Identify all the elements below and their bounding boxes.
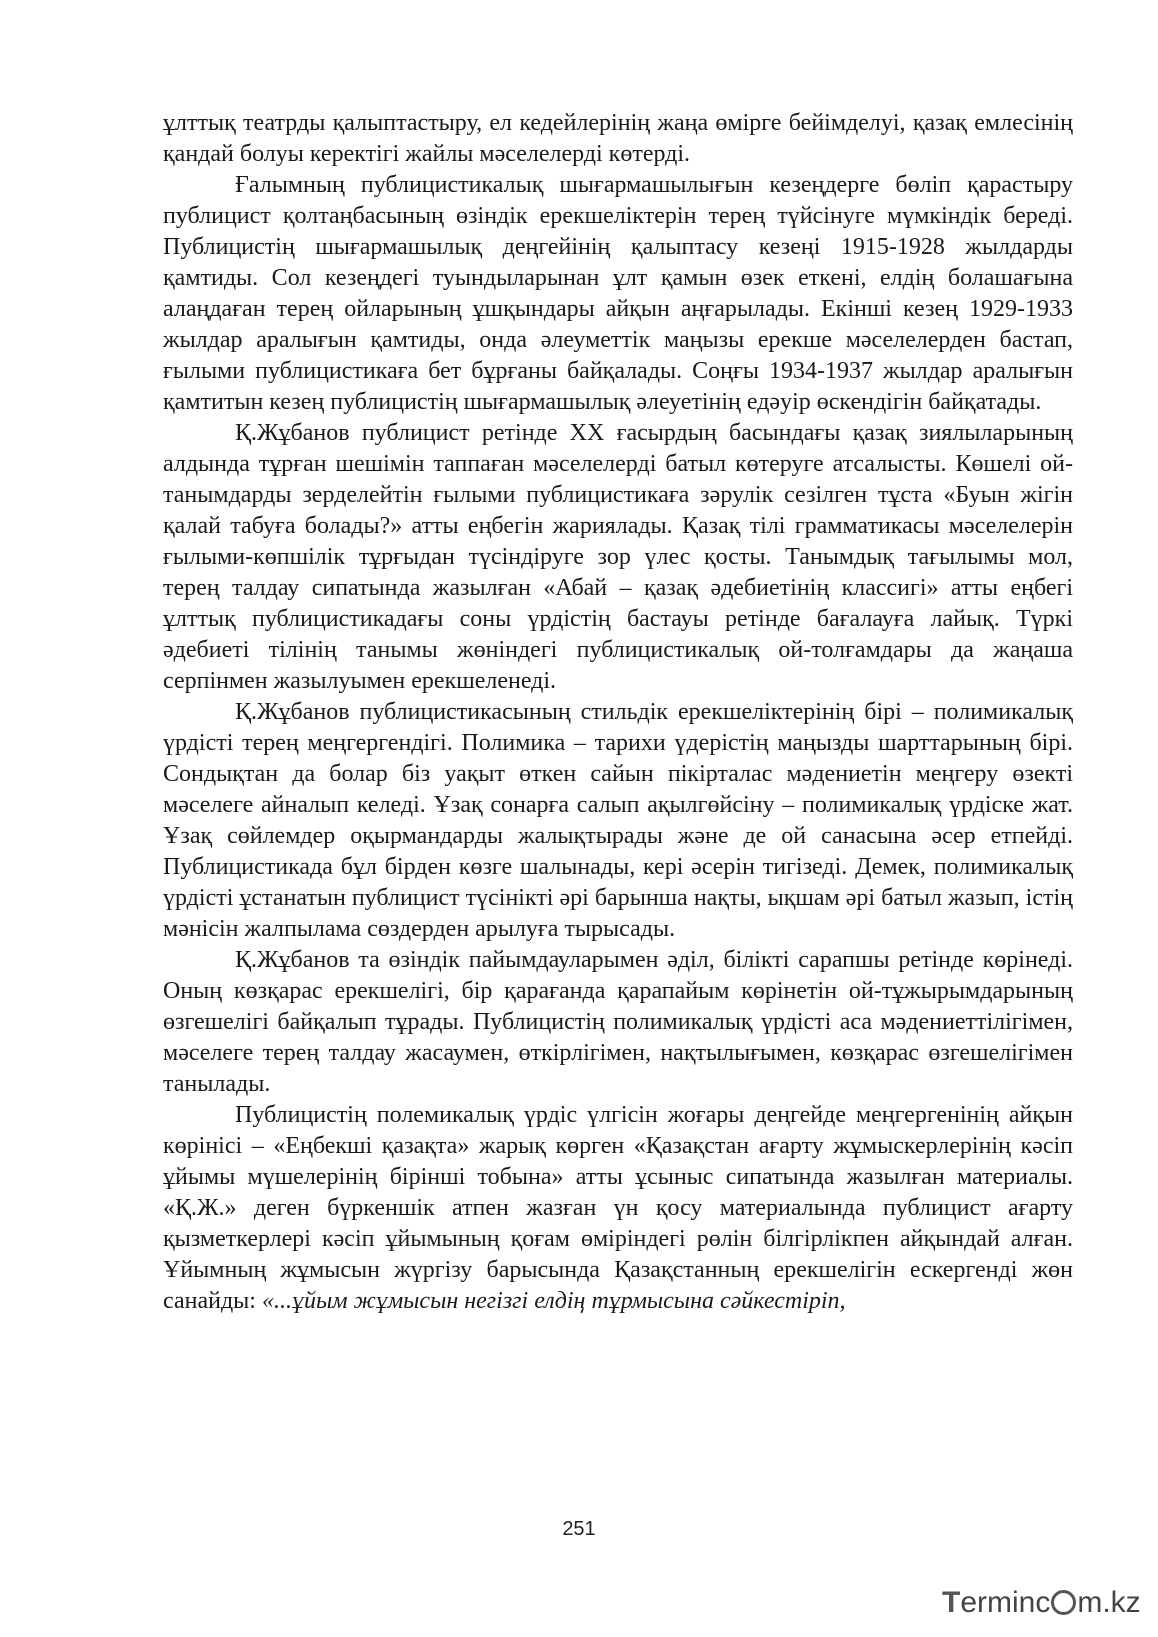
site-watermark-logo — [942, 1586, 1142, 1626]
paragraph-4: Қ.Жұбанов публицистикасының стильдік ерекшеліктерінің бірі – полимикалық үрдісті терең меңгергендігі. Полимика – тарихи үдерістің маңызды шарттарының бірі. Сондықтан да болар біз уақыт өткен сайын пікірталас мәдениетін меңгеру өзекті мәселеге айналып келеді. Ұзақ сонарға салып ақылгөйсіну – полимикалық үрдіске жат. Ұзақ сөйлемдер оқырмандарды жалықтырады және де ой санасына әсер етпейді. Публицистикада бұл бірден көзге шалынады, кері әсерін тигізеді. Демек, полимикалық үрдісті ұстанатын публицист түсінікті әрі барынша нақты, ықшам әрі батыл жазып, істің мәнісін жалпылама сөздерден арылуға тырысады. — [163, 699, 1073, 942]
paragraph-2: Ғалымның публицистикалық шығармашылығын кезеңдерге бөліп қарастыру публицист қолтаңбасының өзіндік ерекшеліктерін терең түйсінуге мүмкіндік береді. Публицистің шығармашылық деңгейінің қалыптасу кезеңі 1915-1928 жылдарды қамтиды. Сол кезеңдегі туындыларынан ұлт қамын өзек еткені, елдің болашағына алаңдаған терең ойларының ұшқындары айқын аңғарылады. Екінші кезең 1929-1933 жылдар аралығын қамтиды, онда әлеуметтік маңызы ерекше мәселелерден бастап, ғылыми публицистикаға бет бұрғаны байқалады. Соңғы 1934-1937 жылдар аралығын қамтитын кезең публицистің шығармашылық әлеуетінің едәуір өскендігін байқатады. — [163, 172, 1073, 415]
document-body — [163, 108, 1073, 1317]
paragraph-6-text: Публицистің полемикалық үрдіс үлгісін жоғары деңгейде меңгергенінің айқын көрінісі – «Еңбекші қазақта» жарық көрген «Қазақстан ағарту жұмыскерлерінің кәсіп ұйымы мүшелерінің бірінші тобына» атты ұсыныс сипатында жазылған материалы. «Қ.Ж.» деген бүркеншік атпен жазған үн қосу материалында публицист ағарту қызметкерлері кәсіп ұйымының қоғам өміріндегі рөлін білгірлікпен айқындай алған. Ұйымның жұмысын жүргізу барысында Қазақстанның ерекшелігін ескергенді жөн санайды: — [163, 1102, 1073, 1314]
logo-text-suffix: m.kz — [1077, 1586, 1141, 1619]
logo-letter: T — [942, 1586, 961, 1619]
paragraph-1: ұлттық театрды қалыптастыру, ел кедейлерінің жаңа өмірге бейімделуі, қазақ емлесінің қандай болуы керектігі жайлы мәселелерді көтерді. — [163, 110, 1073, 167]
paragraph-5: Қ.Жұбанов та өзіндік пайымдауларымен әділ, білікті сарапшы ретінде көрінеді. Оның көзқарас ерекшелігі, бір қарағанда қарапайым көрінетін ой-тұжырымдарының өзгешелігі байқалып тұрады. Публицистің полимикалық үрдісті аса мәдениеттілігімен, мәселеге терең талдау жасаумен, өткірлігімен, нақтылығымен, көзқарас өзгешелігімен танылады. — [163, 947, 1073, 1097]
logo-ring-icon — [1051, 1590, 1076, 1615]
paragraph-6 — [163, 1100, 1073, 1317]
page-number: 251 — [562, 1518, 596, 1540]
paragraph-3: Қ.Жұбанов публицист ретінде ХХ ғасырдың басындағы қазақ зиялыларының алдында тұрған шешімін таппаған мәселелерді батыл көтеруге атсалысты. Көшелі ой-танымдарды зерделейтін ғылыми публицистикаға зәрулік сезілген тұста «Буын жігін қалай табуға болады?» атты еңбегін жариялады. Қазақ тілі грамматикасы мәселелерін ғылыми-көпшілік тұрғыдан түсіндіруге зор үлес қосты. Танымдық тағылымы мол, терең талдау сипатында жазылған «Абай – қазақ әдебиетінің классигі» атты еңбегі ұлттық публицистикадағы соны үрдістің бастауы ретінде бағалауға лайық. Түркі әдебиеті тілінің танымы жөніндегі публицистикалық ой-толғамдары да жаңаша серпінмен жазылуымен ерекшеленеді. — [163, 420, 1073, 694]
logo-text-middle: erminc — [960, 1586, 1051, 1619]
quote-italic: «...ұйым жұмысын негізгі елдің тұрмысына сәйкестіріп, — [261, 1288, 846, 1314]
